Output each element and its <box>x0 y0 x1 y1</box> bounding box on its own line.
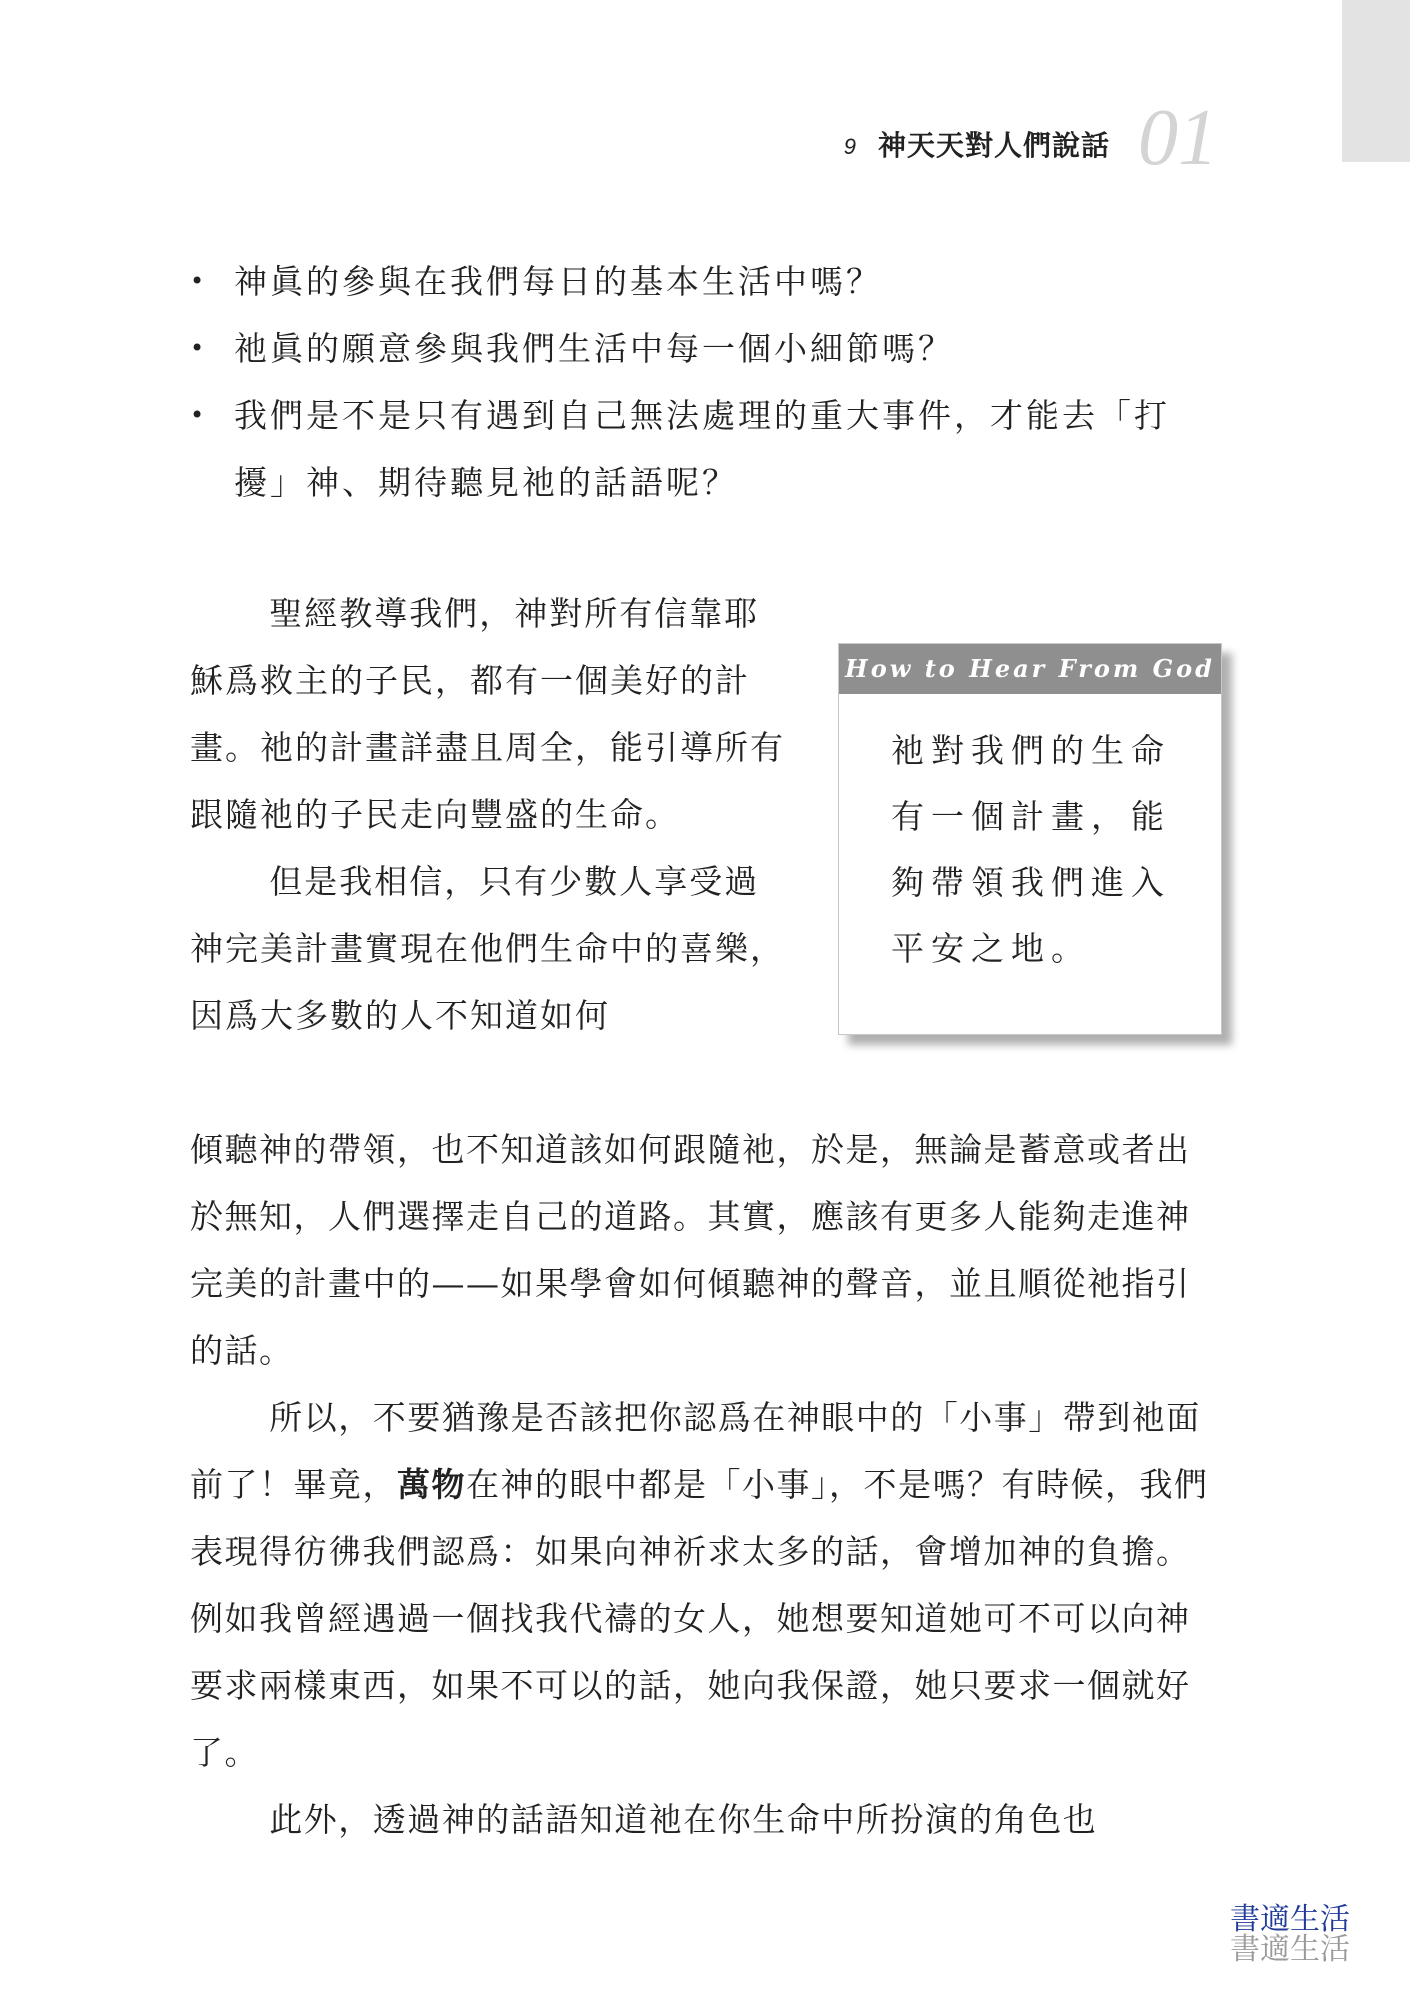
paragraph-2-start: 但是我相信，只有少數人享受過神完美計畫實現在他們生命中的喜樂，因爲大多數的人不知道如何 <box>190 862 785 1035</box>
question-item: • 祂眞的願意參與我們生活中每一個小細節嗎？ <box>190 315 1220 382</box>
body-text-narrow <box>190 580 790 1049</box>
pull-quote-text: 祂對我們的生命有一個計畫，能夠帶領我們進入平安之地。 <box>891 731 1171 968</box>
paragraph-3-emphasis: 萬物 <box>397 1465 466 1504</box>
page-number: 9 <box>843 134 856 159</box>
paragraph-3-part2: 在神的眼中都是「小事」，不是嗎？有時候，我們表現得彷彿我們認爲：如果向神祈求太多的話，會增加神的負擔。例如我曾經遇過一個找我代禱的女人，她想要知道她可不可以向神要求兩樣東西，如果不可以的話，她向我保證，她只要求一個就好了。 <box>190 1465 1209 1772</box>
publisher-name-shadow: 書適生活 <box>1230 1932 1350 1967</box>
publisher-name: 書適生活 <box>1230 1902 1350 1937</box>
question-item: • 我們是不是只有遇到自己無法處理的重大事件，才能去「打擾」神、期待聽見祂的話語呢？ <box>190 382 1220 516</box>
pull-quote-box <box>838 643 1222 1035</box>
question-list <box>190 248 1220 516</box>
pull-quote-heading: How to Hear From God <box>839 644 1221 694</box>
paragraph-4: 此外，透過神的話語知道祂在你生命中所扮演的角色也 <box>269 1800 1098 1839</box>
body-text-wide <box>190 1116 1220 1853</box>
paragraph-3 <box>190 1384 1220 1786</box>
running-header <box>843 94 1218 182</box>
chapter-number: 01 <box>1138 94 1218 182</box>
paragraph-1: 聖經教導我們，神對所有信靠耶穌爲救主的子民，都有一個美好的計畫。祂的計畫詳盡且周全，能引導所有跟隨祂的子民走向豐盛的生命。 <box>190 594 785 834</box>
page-edge-tab <box>1342 0 1410 162</box>
paragraph-2-rest: 傾聽神的帶領，也不知道該如何跟隨祂，於是，無論是蓄意或者出於無知，人們選擇走自己的道路。其實，應該有更多人能夠走進神完美的計畫中的——如果學會如何傾聽神的聲音，並且順從祂指引的話。 <box>190 1130 1191 1370</box>
paragraph-3-part1: 所以，不要猶豫是否該把你認爲在神眼中的「小事」帶到祂面前了！畢竟， <box>190 1398 1201 1504</box>
running-title: 神天天對人們說話 <box>877 130 1110 161</box>
publisher-mark <box>1230 1902 1350 1967</box>
question-item: • 神眞的參與在我們每日的基本生活中嗎？ <box>190 248 1220 315</box>
